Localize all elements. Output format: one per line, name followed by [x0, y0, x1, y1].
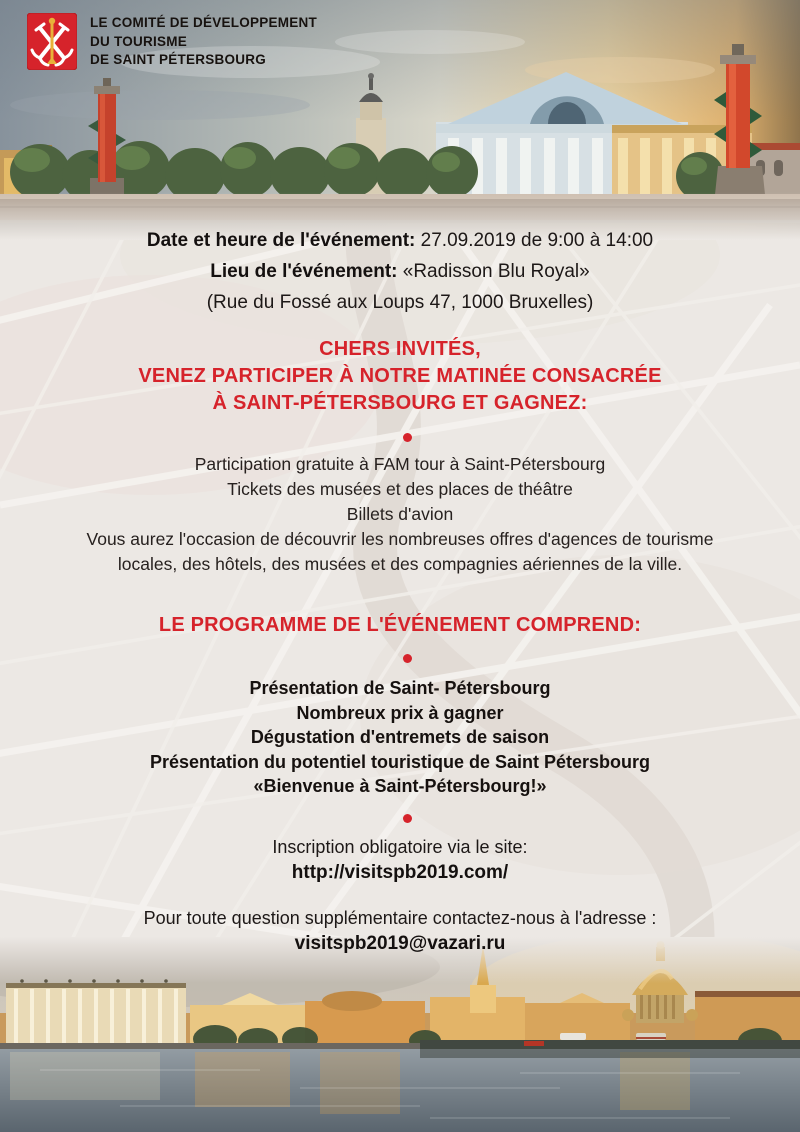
event-venue-line	[0, 256, 800, 287]
program-item-1: Présentation de Saint- Pétersbourg	[249, 678, 551, 698]
program-item-4: Présentation du potentiel touristique de Saint Pétersbourg	[149, 751, 651, 772]
event-venue-value: «Radisson Blu Royal»	[397, 261, 590, 282]
brand-name	[90, 13, 317, 70]
event-date-line	[0, 225, 800, 256]
contact-email-link[interactable]: visitspb2019@vazari.ru	[294, 933, 506, 954]
program-heading: LE PROGRAMME DE L'ÉVÉNEMENT COMPREND:	[158, 614, 642, 636]
contact-intro: Pour toute question supplémentaire contactez-nous à l'adresse :	[143, 908, 657, 928]
program-list	[0, 676, 800, 799]
invitation-line-3: À SAINT-PÉTERSBOURG ET GAGNEZ:	[212, 392, 588, 414]
program-item-5: «Bienvenue à Saint-Pétersbourg!»	[253, 776, 547, 797]
event-date-value: 27.09.2019 de 9:00 à 14:00	[415, 230, 654, 251]
red-bullet-dot	[403, 654, 412, 663]
invitation-line-1: CHERS INVITÉS,	[319, 338, 481, 360]
registration-url-link[interactable]: http://visitspb2019.com/	[291, 862, 509, 883]
program-item-3: Dégustation d'entremets de saison	[250, 727, 550, 748]
program-item-2: Nombreux prix à gagner	[296, 702, 504, 723]
event-venue-label: Lieu de l'événement:	[210, 261, 398, 282]
offer-line-2: Tickets des musées et des places de théâtre	[227, 479, 573, 499]
event-date-label: Date et heure de l'événement:	[146, 230, 416, 251]
event-address: (Rue du Fossé aux Loups 47, 1000 Bruxelles)	[206, 292, 594, 313]
offers-text	[0, 452, 800, 577]
invitation-line-2: VENEZ PARTICIPER À NOTRE MATINÉE CONSACRÉE	[138, 365, 662, 387]
brand-line-2: DU TOURISME	[90, 33, 188, 49]
registration-intro: Inscription obligatoire via le site:	[272, 837, 528, 857]
invitation-heading	[0, 336, 800, 417]
offer-line-3: Billets d'avion	[346, 504, 454, 524]
brand-line-3: DE SAINT PÉTERSBOURG	[90, 52, 267, 67]
event-details	[0, 225, 800, 318]
red-bullet-dot	[403, 814, 412, 823]
bottom-photo-neva-panorama	[0, 937, 800, 1132]
spb-crest-icon	[27, 13, 77, 70]
brand-line-1: LE COMITÉ DE DÉVELOPPEMENT	[90, 15, 318, 30]
offer-line-5: locales, des hôtels, des musées et des compagnies aériennes de la ville.	[117, 554, 683, 574]
offer-line-4: Vous aurez l'occasion de découvrir les nombreuses offres d'agences de tourisme	[86, 529, 714, 549]
brand-header	[27, 13, 317, 70]
offer-line-1: Participation gratuite à FAM tour à Saint-Pétersbourg	[194, 454, 606, 474]
red-bullet-dot	[403, 433, 412, 442]
